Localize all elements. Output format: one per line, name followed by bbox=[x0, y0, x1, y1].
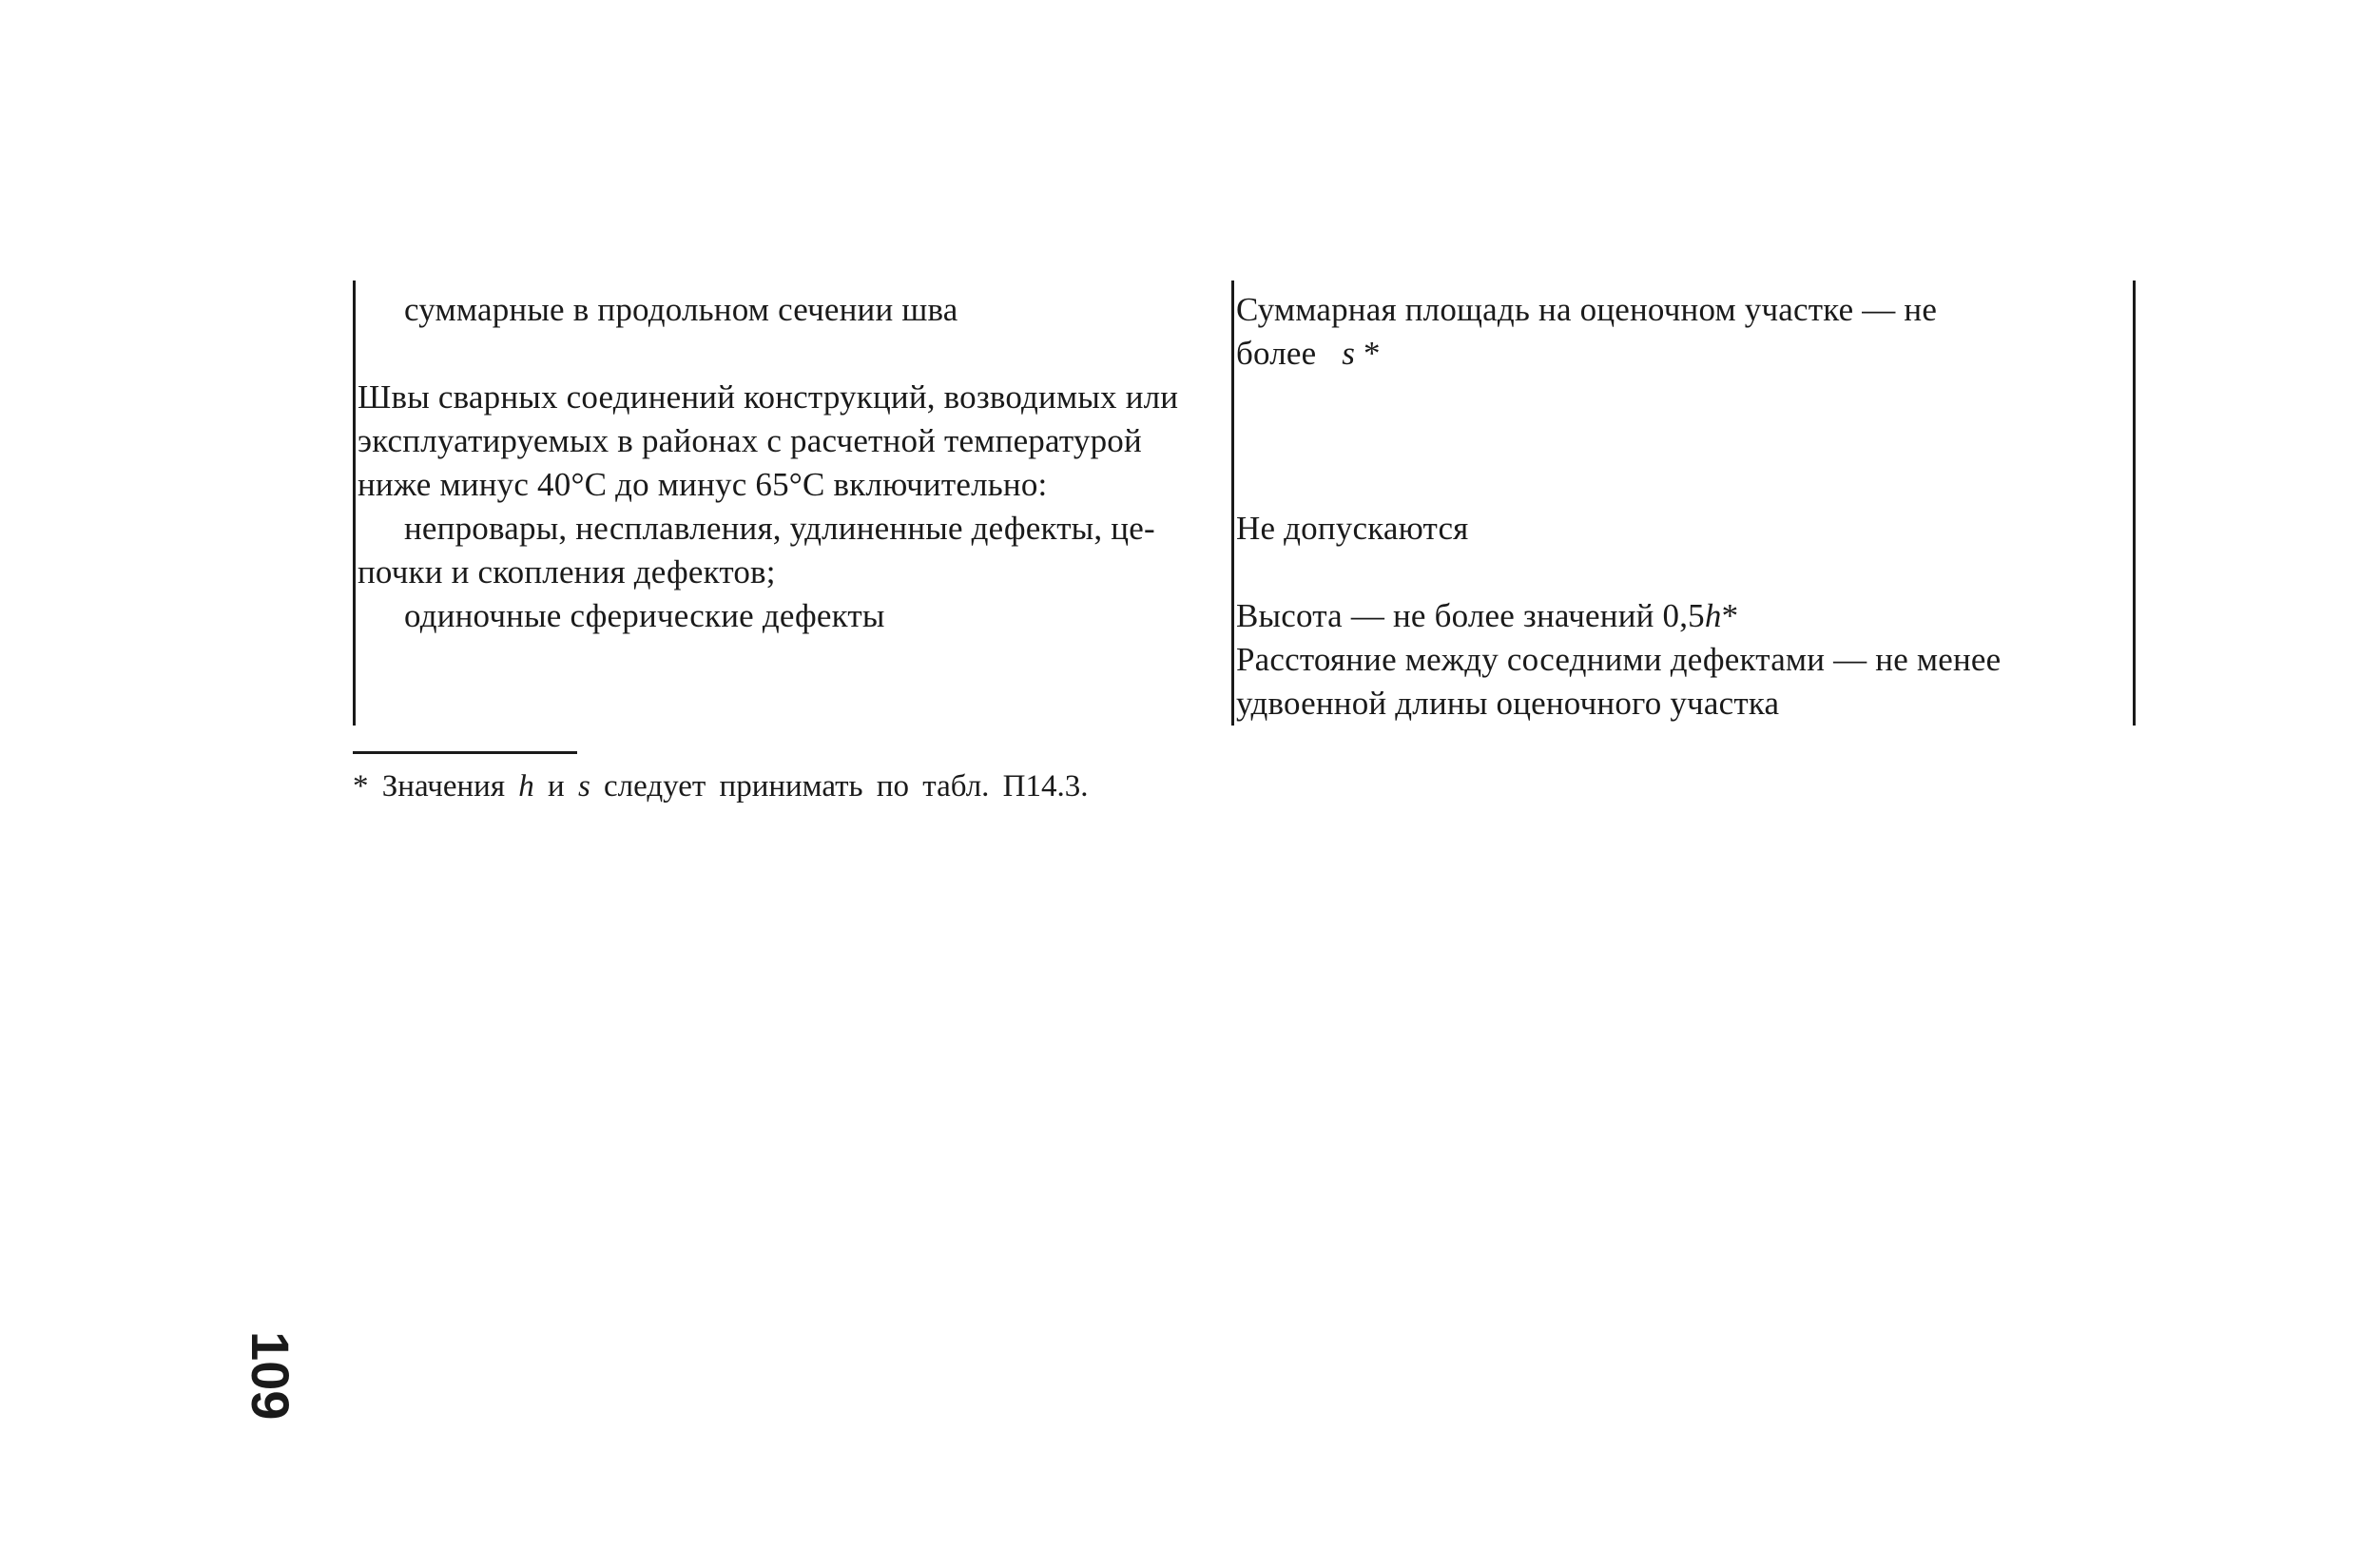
row1-left-line1: суммарные в продольном сечении шва bbox=[404, 291, 958, 328]
footnote-mark: * bbox=[1721, 597, 1739, 634]
footnote-mark: * bbox=[1364, 335, 1381, 372]
footnote-text-after: следует принимать по табл. П14.3. bbox=[604, 769, 1089, 803]
symbol-h: h bbox=[1704, 597, 1722, 634]
row1-right-line2 bbox=[1236, 332, 1381, 376]
row3-left-line1: непровары, несплавления, удлиненные дефекты, це- bbox=[404, 510, 1155, 547]
table-column-divider bbox=[1231, 281, 1234, 726]
row1-right-text: более bbox=[1236, 335, 1317, 372]
row1-right-line1: Суммарная площадь на оценочном участке — не bbox=[1236, 291, 1938, 328]
row3-right-line1: Не допускаются bbox=[1236, 510, 1469, 547]
row4-right-line2: Расстояние между соседними дефектами — не менее bbox=[1236, 641, 2002, 678]
row4-right-prefix: Высота — не более значений 0,5 bbox=[1236, 597, 1705, 634]
page-number: 109 bbox=[241, 1331, 300, 1421]
row2-left-line3: ниже минус 40°С до минус 65°С включительно: bbox=[358, 466, 1048, 503]
row2-left-line2: эксплуатируемых в районах с расчетной температурой bbox=[358, 422, 1142, 459]
table-right-border bbox=[2133, 281, 2136, 726]
footnote-mark: * bbox=[353, 769, 369, 803]
symbol-h: h bbox=[518, 769, 534, 803]
footnote-text-before: Значения bbox=[381, 769, 506, 803]
defects-table bbox=[353, 281, 2138, 726]
footnote-conj: и bbox=[548, 769, 565, 803]
symbol-s: s bbox=[1342, 335, 1356, 372]
footnote bbox=[353, 765, 1089, 807]
footnote-divider bbox=[353, 751, 577, 754]
row2-left-line1: Швы сварных соединений конструкций, возводимых или bbox=[358, 378, 1179, 416]
row3-left-line2: почки и скопления дефектов; bbox=[358, 553, 776, 590]
symbol-s: s bbox=[577, 769, 590, 803]
row4-right-line1 bbox=[1236, 594, 1738, 638]
row4-left-line1: одиночные сферические дефекты bbox=[404, 597, 885, 634]
row4-right-line3: удвоенной длины оценочного участка bbox=[1236, 685, 1780, 722]
